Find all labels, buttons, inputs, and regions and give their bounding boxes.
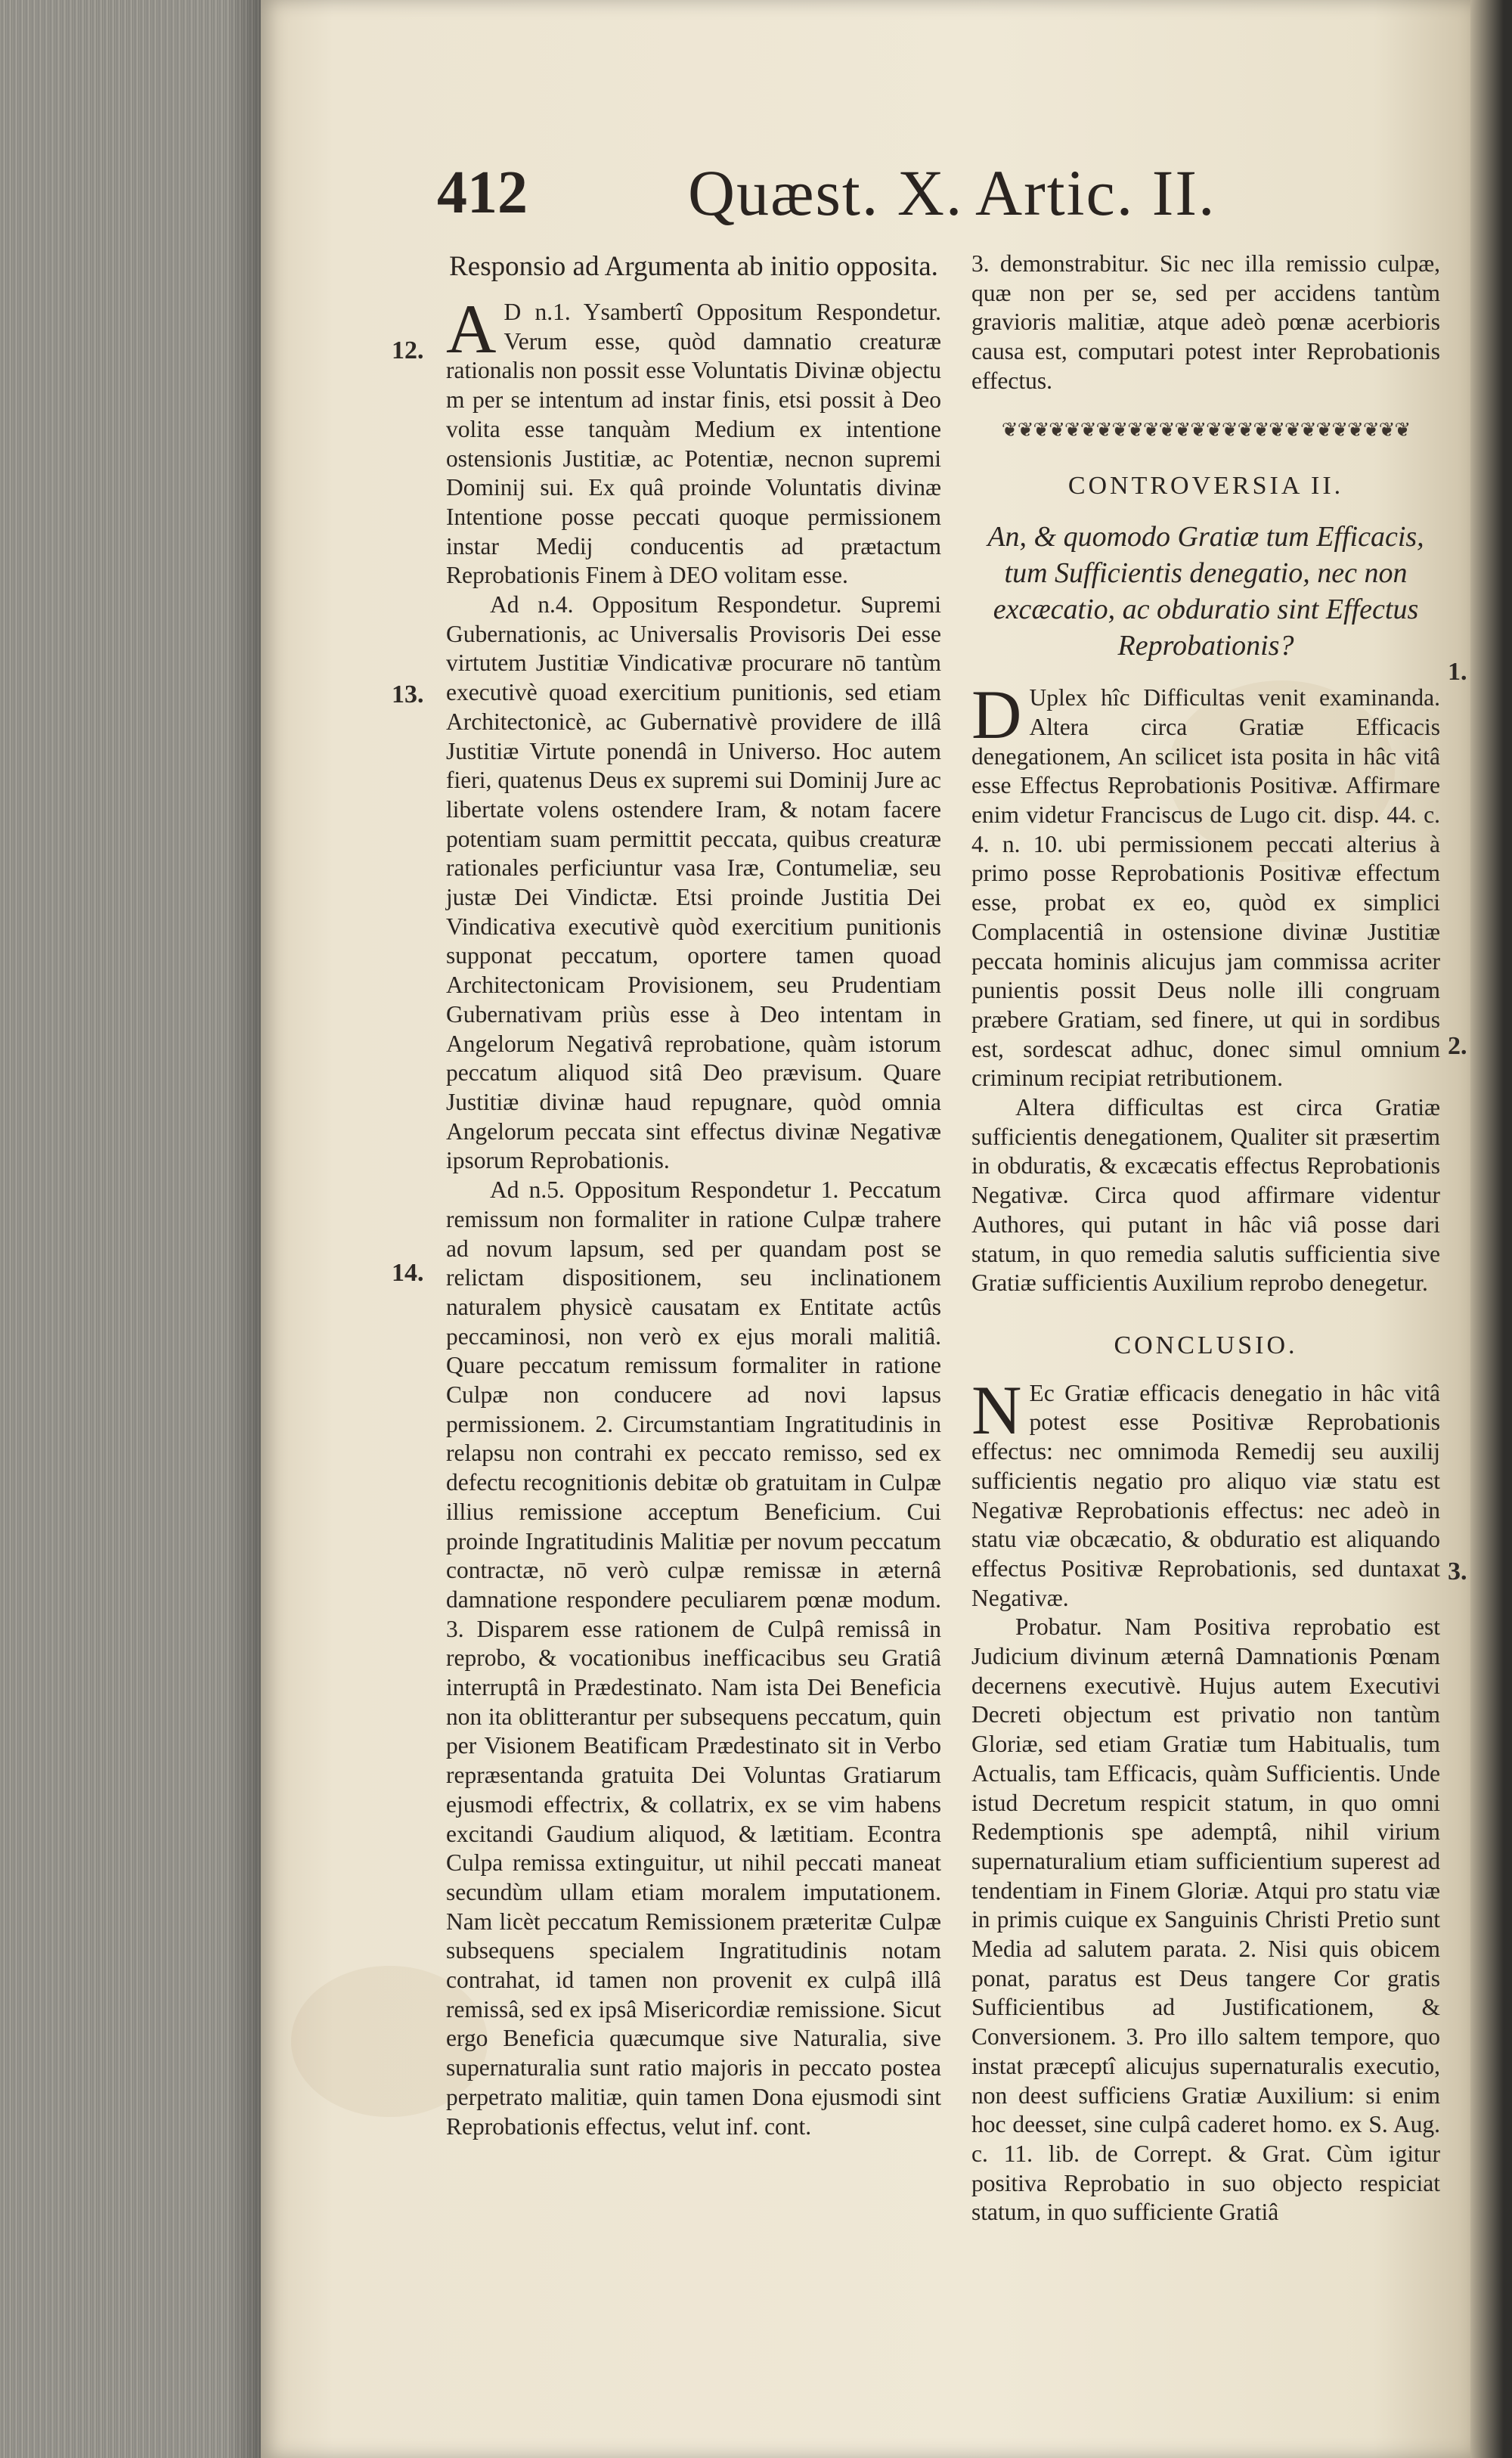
conclusio-paragraph-text: Ec Gratiæ efficacis denegatio in hâc vitâ potest esse Positivæ Reprobationis effectus: nec omnimoda Remedij seu auxilij sufficientis negatio pro aliquo viæ statu est Negativæ Reprobationis effectus: nec adeò in statu viæ obcæcatio, & obduratio est aliquando effectus Positivæ Reprobationis, sed duntaxat Negativæ. — [971, 1379, 1440, 1611]
drop-capital-n: N — [971, 1371, 1022, 1449]
running-title-question: Quæst. X. — [688, 157, 964, 229]
margin-number-r3: 3. — [1448, 1558, 1467, 1585]
drop-capital-d: D — [971, 676, 1022, 754]
page-number: 412 — [437, 160, 528, 226]
probatur-paragraph: Probatur. Nam Positiva reprobatio est Judicium divinum æternâ Damnationis Pœnam decernens executivè. Hujus autem Executivi Decreti objectum est privatio non tantùm Gloriæ, sed etiam Gratiæ tum Habitualis, tum Actualis, tam Efficacis, quàm Sufficientis. Unde istud Decretum respicit statum, in quo omni Redemptionis spe ademptâ, nihil virium supernaturalium etiam sufficientium superest ad tendentiam in Finem Gloriæ. Atqui pro statu viæ in primis cuique ex Sanguinis Christi Pretio sunt Media ad salutem parata. 2. Nisi quis obicem ponat, paratus est Deus tangere Cor gratis Sufficientibus ad Justificationem, & Conversionem. 3. Pro illo saltem tempore, quo instat præceptî alicujus supernaturalis executio, non deest sufficiens Gratiæ Auxilium: si enim hoc deesset, sine culpâ caderet homo. ex S. Aug. c. 11. lib. de Corrept. & Grat. Cùm igitur positiva Reprobatio in suo objecto respiciat statum, in quo sufficiente Gratiâ — [971, 1613, 1440, 2226]
paragraph-12-text: D n.1. Ysambertî Oppositum Respondetur. Verum esse, quòd damnatio creaturæ rationalis non possit esse Voluntatis Divinæ objectu m per se intentum ad instar finis, etsi possit à Deo volita esse tanquàm Medium ex intentione ostensionis Justitiæ, ac Potentiæ, necnon supremi Dominij sui. Ex quâ proinde Voluntatis divinæ Intentione posse peccati quoque permissionem instar Medij conducentis ad prætactum Reprobationis Finem à DEO volitam esse. — [446, 299, 941, 589]
margin-number-13: 13. — [392, 680, 424, 708]
question-paragraph-1-text: Uplex hîc Difficultas venit examinanda. Altera circa Gratiæ Efficacis denegationem, An scilicet ista posita in hâc vitâ esse Effectus Reprobationis Positivæ. Affirmare enim videtur Franciscus de Lugo cit. disp. 44. c. 4. n. 10. ubi permissionem peccati alterius à primo posse Reprobationis Positivæ effectum esse, probat ex eo, quòd ex simplici Complacentiâ in ostensione divinæ Justitiæ peccata hominis alicujus jam commissa acriter punientis possit Deus nolle illi congruam præbere Gratiam, sed finere, ut qui in sordibus est, sordescat adhuc, donec simul omnium criminum recipiat retributionem. — [971, 684, 1440, 1092]
paragraph-14: Ad n.5. Oppositum Respondetur 1. Peccatum remissum non formaliter in ratione Culpæ trahere ad novum lapsum, sed per quandam post se relictam dispositionem, seu inclinationem naturalem physicè causatam ex Entitate actûs peccaminosi, non verò ex ejus morali malitiâ. Quare peccatum remissum formaliter in ratione Culpæ non conducere ad novi lapsus permissionem. 2. Circumstantiam Ingratitudinis in relapsu non contrahi ex peccato remisso, sed ex defectu recognitionis debitæ ob gratuitam in Culpæ illius remissione acceptum Beneficium. Cui proinde Ingratitudinis Malitiæ per novum peccatum contractæ, nō verò culpæ remissæ in æternâ damnatione respondere peculiarem pœnæ modum. 3. Disparem esse rationem de Culpâ remissâ in reprobo, & vocationibus inefficacibus seu Gratiâ interruptâ in Prædestinato. Nam ista Dei Beneficia non ita oblitterantur per subsequens peccatum, quin per Visionem Beatificam Prædestinato sit in Verbo repræsentanda gratuita Dei Voluntas Gratiarum ejusmodi effectrix, & collatrix, ex se vim habens excitandi Gaudium aliquod, & lætitiam. Econtra Culpa remissa extinguitur, ut nihil peccati maneat secundùm ullam etiam moralem imputationem. Nam licèt peccatum Remissionem præteritæ Culpæ subsequens specialem Ingratitudinis notam contrahat, id tamen non provenit ex culpâ illâ remissâ, sed ex ipsâ Misericordiæ remissione. Sicut ergo Beneficia quæcumque sive Naturalia, sive supernaturalia sunt ratio majoris in peccato postea perpetrato malitiæ, quin tamen Dona ejusmodi sint Reprobationis effectus, velut inf. cont. — [446, 1176, 941, 2140]
controversy-title: An, & quomodo Gratiæ tum Efficacis, tum Sufficientis denegatio, nec non excæcatio, ac obduratio sint Effectus Reprobationis? — [987, 521, 1424, 662]
question-paragraph-2: Altera difficultas est circa Gratiæ sufficientis denegationem, Qualiter sit præsertim in obduratis, & excæcatis effectus Reprobationis Negativæ. Circa quod affirmare videntur Authores, qui putant in hâc viâ posse dari statum, in quo remedia salutis sufficientia sive Gratiæ sufficientis Auxilium reprobo denegetur. — [971, 1094, 1440, 1297]
margin-number-r1: 1. — [1448, 658, 1467, 686]
conclusio-heading: CONCLUSIO. — [1114, 1331, 1298, 1359]
margin-number-14: 14. — [392, 1259, 424, 1287]
continuation-paragraph: 3. demonstrabitur. Sic nec illa remissio culpæ, quæ non per se, sed per accidens tantùm gravioris malitiæ, atque adeò pœnæ acerbioris causa est, computari potest inter Reprobationis effectus. — [971, 250, 1440, 394]
question-paragraph-1 — [971, 676, 1440, 1093]
right-gutter-shadow — [1470, 0, 1512, 2458]
running-title-article: Artic. II. — [975, 157, 1216, 229]
conclusio-paragraph — [971, 1371, 1440, 1613]
section-heading-responsio: Responsio ad Argumenta ab initio opposita. — [449, 251, 938, 282]
controversy-heading: CONTROVERSIA II. — [1067, 471, 1344, 500]
margin-number-12: 12. — [392, 336, 424, 364]
margin-number-r2: 2. — [1448, 1032, 1467, 1060]
right-text-column — [971, 250, 1440, 2227]
ornamental-rule: ❦❦❦❦❦❦❦❦❦❦❦❦❦❦❦❦❦❦❦❦❦❦❦❦❦❦ — [1001, 418, 1411, 439]
paragraph-12 — [446, 290, 941, 590]
paragraph-13: Ad n.4. Oppositum Respondetur. Supremi Gubernationis, ac Universalis Provisoris Dei esse virtutem Justitiæ Vindicativæ procurare nō tantùm executivè quoad exercitium punitionis, sed etiam Architectonicè, ac Gubernativè providere de illâ Justitiæ Virtute ponendâ in Universo. Hoc autem fieri, quatenus Deus ex supremi sui Dominij Jure ac libertate volens ostendere Iram, & notam facere potentiam suam permittit peccata, quibus creaturæ rationales perficiuntur vasa Iræ, Contumeliæ, seu justæ Dei Vindictæ. Etsi proinde Justitia Dei Vindicativa executivè quòd exercitium punitionis supponat peccatum, oportere tamen quoad Architectonicam Provisionem, seu Prudentiam Gubernativam priùs esse à Deo intentam in Angelorum Negativâ reprobatione, quàm istorum peccatum aliquod sitâ Deo prævisum. Quare Justitiæ divinæ haud repugnare, quòd omnia Angelorum peccata sint effectus divinæ Negativæ ipsorum Reprobationis. — [446, 591, 941, 1174]
drop-capital-a: A — [446, 290, 497, 367]
left-text-column — [446, 250, 941, 2141]
